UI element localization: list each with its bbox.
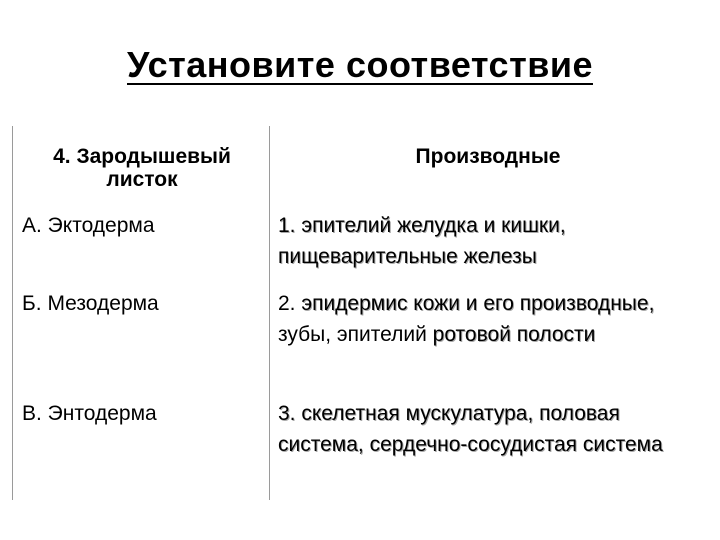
slide-title: Установите соответствие [127, 44, 593, 85]
row-b-text-part2: зубы, эпителий [278, 323, 433, 346]
header-derivatives: Производные [415, 145, 561, 168]
row-c-germ-layer: В. Энтодерма [22, 402, 157, 425]
row-c-text: скелетная мускулатура, половая система, сердечно-сосудистая система [278, 402, 663, 456]
row-b-text-part3: ротовой полости [432, 323, 596, 346]
row-a-germ-layer: А. Эктодерма [22, 214, 155, 237]
table-border-left [12, 126, 13, 500]
row-a-number: 1. [278, 214, 296, 237]
row-c-number: 3. [278, 402, 296, 425]
row-b-germ-layer: Б. Мезодерма [22, 292, 159, 315]
row-b-derivatives [278, 288, 698, 350]
table-column-divider [269, 126, 270, 500]
header-germ-layer: 4. Зародышевый листок [53, 145, 231, 191]
row-a-derivatives [278, 210, 698, 272]
row-a-text: эпителий желудка и кишки, пищеварительные железы [278, 214, 566, 268]
row-b-text-part1: эпидермис кожи и его производные, [301, 292, 655, 315]
row-c-derivatives [278, 398, 678, 460]
row-b-number: 2. [278, 292, 296, 315]
